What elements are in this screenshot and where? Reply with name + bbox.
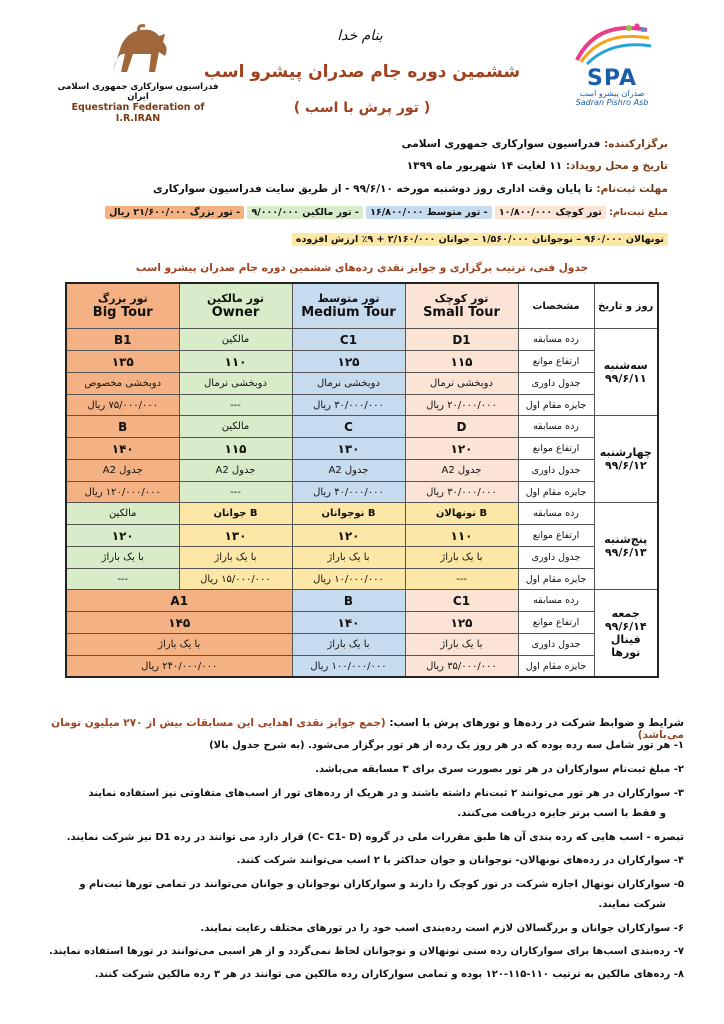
cell: دوبخشی نرمال xyxy=(292,373,405,395)
table-row xyxy=(66,656,658,678)
rule-item: ۲- مبلغ ثبت‌نام سوارکاران در هر تور بصورت سری برای ۳ مسابقه می‌باشد. xyxy=(315,764,684,775)
day-cell xyxy=(594,503,658,590)
cell: B1 xyxy=(66,329,179,351)
cell: --- xyxy=(179,482,292,503)
cell: مالکین xyxy=(179,329,292,351)
page-title: ششمین دوره جام صدران پیشرو اسب xyxy=(203,62,521,82)
day-date: ۹۹/۶/۱۴ xyxy=(604,620,647,633)
table-row xyxy=(66,634,658,656)
header-spec: مشخصات xyxy=(518,283,594,329)
cell: C xyxy=(292,416,405,438)
cell: ۲۴۰/۰۰۰/۰۰۰ ریال xyxy=(66,656,292,678)
rule-item: ۷- رده‌بندی اسب‌ها برای سوارکاران رده سنی نونهالان و نوجوانان لحاظ نمی‌گردد و از هر اسبی می‌توانند در تورها استفاده نمایند. xyxy=(49,946,684,957)
info-fee-youth xyxy=(48,234,668,245)
cell: C1 xyxy=(405,590,518,612)
spec-label: رده مسابقه xyxy=(518,590,594,612)
cell: با یک باراژ xyxy=(405,547,518,569)
spec-label: ارتفاع موانع xyxy=(518,612,594,634)
federation-name-en: Equestrian Federation of I.R.IRAN xyxy=(71,102,205,124)
cell: ۱۱۵ xyxy=(405,351,518,373)
cell: ۳۰/۰۰۰/۰۰۰ ریال xyxy=(405,482,518,503)
info-deadline xyxy=(48,183,668,195)
header-medium-en: Medium Tour xyxy=(301,305,396,320)
cell: ۱۲۰/۰۰۰/۰۰۰ ریال xyxy=(66,482,179,503)
cell: جدول A2 xyxy=(179,460,292,482)
cell: دوبخشی نرمال xyxy=(405,373,518,395)
organizer-label: برگزارکننده: xyxy=(604,138,668,150)
rule-item: تبصره - اسب هایی که رده بندی آن ها طبق مقررات ملی در گروه (C- C1- D) قرار دارد می توانند در رده D1 نیز شرکت نمایند. xyxy=(66,832,684,843)
horse-logo-icon xyxy=(93,22,183,80)
cell: ۱۵/۰۰۰/۰۰۰ ریال xyxy=(179,569,292,590)
header-big-fa: تور بزرگ xyxy=(97,292,148,305)
date-label: تاریخ و محل رویداد: xyxy=(565,160,668,172)
spec-label: رده مسابقه xyxy=(518,329,594,351)
table-row xyxy=(66,612,658,634)
table-row xyxy=(66,373,658,395)
cell: با یک باراژ xyxy=(66,547,179,569)
rule-item: و فقط با اسب برتر جایزه دریافت می‌کنند. xyxy=(457,808,666,819)
spa-name-en: Sadran Pishro Asb xyxy=(575,98,649,107)
bismillah: بنام خدا xyxy=(337,28,383,44)
cell: ۱۲۰ xyxy=(66,525,179,547)
cell: ۱۲۰ xyxy=(405,438,518,460)
cell: مالکین xyxy=(66,503,179,525)
table-row xyxy=(66,503,658,525)
cell: B نوجوانان xyxy=(292,503,405,525)
spec-label: جدول داوری xyxy=(518,460,594,482)
table-row xyxy=(66,351,658,373)
day-cell xyxy=(594,416,658,503)
deadline-value: تا پایان وقت اداری روز دوشنبه مورخه ۹۹/۶/۱۰ - از طریق سایت فدراسیون سوارکاری xyxy=(153,183,597,195)
cell: دوبخشی نرمال xyxy=(179,373,292,395)
day-name: چهارشنبه xyxy=(599,446,652,459)
cell: جدول A2 xyxy=(292,460,405,482)
table-title: جدول فنی، ترتیب برگزاری و جوایز نقدی رده‌های ششمین دوره جام صدران پیشرو اسب xyxy=(135,262,589,274)
cell: C1 xyxy=(292,329,405,351)
day-date: ۹۹/۶/۱۱ xyxy=(604,372,647,385)
table-row xyxy=(66,416,658,438)
cell: ۴۰/۰۰۰/۰۰۰ ریال xyxy=(292,482,405,503)
cell: ۱۰۰/۰۰۰/۰۰۰ ریال xyxy=(292,656,405,678)
header-day: روز و تاریخ xyxy=(594,283,658,329)
header-owner-fa: تور مالکین xyxy=(206,292,265,305)
table-row xyxy=(66,590,658,612)
day-name: پنج‌شنبه xyxy=(604,533,648,546)
table-row xyxy=(66,482,658,503)
cell: ۱۳۰ xyxy=(179,525,292,547)
cell: --- xyxy=(66,569,179,590)
fee-label: مبلغ ثبت‌نام: xyxy=(609,207,668,218)
cell: مالکین xyxy=(179,416,292,438)
day-date: ۹۹/۶/۱۳ xyxy=(604,546,647,559)
day-name: سه‌شنبه xyxy=(603,359,648,372)
page-subtitle: ( تور پرش با اسب ) xyxy=(293,100,431,116)
cell: با یک باراژ xyxy=(405,634,518,656)
spec-label: ارتفاع موانع xyxy=(518,525,594,547)
spa-logo xyxy=(552,20,672,107)
spec-label: جدول داوری xyxy=(518,373,594,395)
fee-small: تور کوچک ۱۰/۸۰۰/۰۰۰ xyxy=(495,206,606,219)
fee-youth: نونهالان ۹۶۰/۰۰۰ – نوجوانان ۱/۵۶۰/۰۰۰ – جوانان ۲/۱۶۰/۰۰۰ + ۹٪ ارزش افزوده xyxy=(292,233,668,246)
cell: ۳۰/۰۰۰/۰۰۰ ریال xyxy=(292,395,405,416)
rule-item: ۴- سوارکاران در رده‌های نونهالان- نوجوانان و جوان حداکثر با ۲ اسب می‌توانند شرکت کنند. xyxy=(236,855,684,866)
cell: ۱۴۰ xyxy=(292,612,405,634)
rule-item: ۶- سوارکاران جوانان و بزرگسالان لازم است رده‌بندی اسب خود را در تورهای مختلف رعایت نمایند. xyxy=(200,923,684,934)
day-cell xyxy=(594,590,658,678)
fee-medium: - تور متوسط ۱۶/۸۰۰/۰۰۰ xyxy=(366,206,491,219)
cell: ۱۱۰ xyxy=(405,525,518,547)
table-header-row xyxy=(66,283,658,329)
cell: D1 xyxy=(405,329,518,351)
cell: ۱۱۵ xyxy=(179,438,292,460)
fee-big: - تور بزرگ ۲۱/۶۰۰/۰۰۰ ریال xyxy=(105,206,244,219)
header-owner-tour xyxy=(179,283,292,329)
cell: ۱۱۰ xyxy=(179,351,292,373)
cell: ۱۲۵ xyxy=(292,351,405,373)
spec-label: جایزه مقام اول xyxy=(518,395,594,416)
rule-item: ۳- سوارکاران در هر تور می‌توانند ۲ ثبت‌نام داشته باشند و در هریک از رده‌های تور از اسب‌های متفاوتی نیز استفاده نمایند xyxy=(88,788,684,799)
spa-brand: SPA xyxy=(587,66,637,91)
cell: ۱۴۰ xyxy=(66,438,179,460)
spec-label: جایزه مقام اول xyxy=(518,656,594,678)
header-medium-tour xyxy=(292,283,405,329)
cell: جدول A2 xyxy=(66,460,179,482)
table-row xyxy=(66,525,658,547)
table-row xyxy=(66,395,658,416)
rule-item: ۱- هر تور شامل سه رده بوده که در هر روز یک رده از هر تور برگزار می‌شود. (به شرح جدول بالا) xyxy=(209,740,684,751)
cell: ۱۳۰ xyxy=(292,438,405,460)
header-small-en: Small Tour xyxy=(423,305,500,320)
deadline-label: مهلت ثبت‌نام: xyxy=(596,183,668,195)
info-fee xyxy=(48,207,668,218)
cell: دوبخشی مخصوص xyxy=(66,373,179,395)
cell: ۳۵/۰۰۰/۰۰۰ ریال xyxy=(405,656,518,678)
table-row xyxy=(66,329,658,351)
day-note: فینال تورها xyxy=(610,633,641,659)
header-small-fa: تور کوچک xyxy=(434,292,489,305)
table-row xyxy=(66,438,658,460)
cell: ۷۵/۰۰۰/۰۰۰ ریال xyxy=(66,395,179,416)
organizer-value: فدراسیون سوارکاری جمهوری اسلامی xyxy=(401,138,605,150)
cell: با یک باراژ xyxy=(292,547,405,569)
spa-swirl-icon xyxy=(567,20,657,66)
cell: B xyxy=(66,416,179,438)
competition-table xyxy=(65,282,659,678)
rules-heading: شرایط و ضوابط شرکت در رده‌ها و تورهای پرش با اسب: xyxy=(389,717,684,729)
header-small-tour xyxy=(405,283,518,329)
spec-label: ارتفاع موانع xyxy=(518,438,594,460)
cell: جدول A2 xyxy=(405,460,518,482)
header-medium-fa: تور متوسط xyxy=(317,292,380,305)
table-row xyxy=(66,547,658,569)
rule-item: ۸- رده‌های مالکین به ترتیب ۱۱۰-۱۱۵-۱۲۰ بوده و تمامی سوارکاران رده مالکین می توانند در هر ۳ رده مالکین شرکت کنند. xyxy=(94,969,684,980)
cell: A1 xyxy=(66,590,292,612)
cell: ۱۲۵ xyxy=(405,612,518,634)
spec-label: ارتفاع موانع xyxy=(518,351,594,373)
header-owner-en: Owner xyxy=(211,305,260,320)
cell: با یک باراژ xyxy=(292,634,405,656)
cell: با یک باراژ xyxy=(66,634,292,656)
cell: B جوانان xyxy=(179,503,292,525)
cell: B نونهالان xyxy=(405,503,518,525)
cell: --- xyxy=(405,569,518,590)
spec-label: رده مسابقه xyxy=(518,416,594,438)
table-row xyxy=(66,460,658,482)
rule-item: شرکت نمایند. xyxy=(598,899,666,910)
spec-label: رده مسابقه xyxy=(518,503,594,525)
date-value: ۱۱ لغایت ۱۴ شهریور ماه ۱۳۹۹ xyxy=(406,160,566,172)
rule-item: ۵- سوارکاران نونهال اجازه شرکت در تور کوچک را دارند و سوارکاران نوجوانان و جوانان می‌توانند در تمامی تورها ثبت‌نام و xyxy=(79,879,684,890)
info-organizer xyxy=(48,138,668,150)
cell: ۱۰/۰۰۰/۰۰۰ ریال xyxy=(292,569,405,590)
header-big-tour xyxy=(66,283,179,329)
cell: B xyxy=(292,590,405,612)
fee-owner: - تور مالکین ۹/۰۰۰/۰۰۰ xyxy=(247,206,362,219)
cell: با یک باراژ xyxy=(179,547,292,569)
cell: --- xyxy=(179,395,292,416)
spec-label: جدول داوری xyxy=(518,547,594,569)
spec-label: جدول داوری xyxy=(518,634,594,656)
day-cell xyxy=(594,329,658,416)
day-name: جمعه xyxy=(611,607,640,620)
cell: D xyxy=(405,416,518,438)
info-date xyxy=(48,160,668,172)
rules-prize-note: (جمع جوایز نقدی اهدایی این مسابقات بیش از ۲۷۰ میلیون تومان می‌باشد) xyxy=(51,717,684,741)
day-date: ۹۹/۶/۱۲ xyxy=(604,459,647,472)
federation-name-fa: فدراسیون سوارکاری جمهوری اسلامی ایران xyxy=(57,82,219,102)
spec-label: جایزه مقام اول xyxy=(518,569,594,590)
header-big-en: Big Tour xyxy=(92,305,153,320)
cell: ۲۰/۰۰۰/۰۰۰ ریال xyxy=(405,395,518,416)
cell: ۱۴۵ xyxy=(66,612,292,634)
spec-label: جایزه مقام اول xyxy=(518,482,594,503)
table-row xyxy=(66,569,658,590)
spa-name-fa: صدران پیشرو اسب xyxy=(579,89,645,98)
cell: ۱۲۰ xyxy=(292,525,405,547)
cell: ۱۳۵ xyxy=(66,351,179,373)
